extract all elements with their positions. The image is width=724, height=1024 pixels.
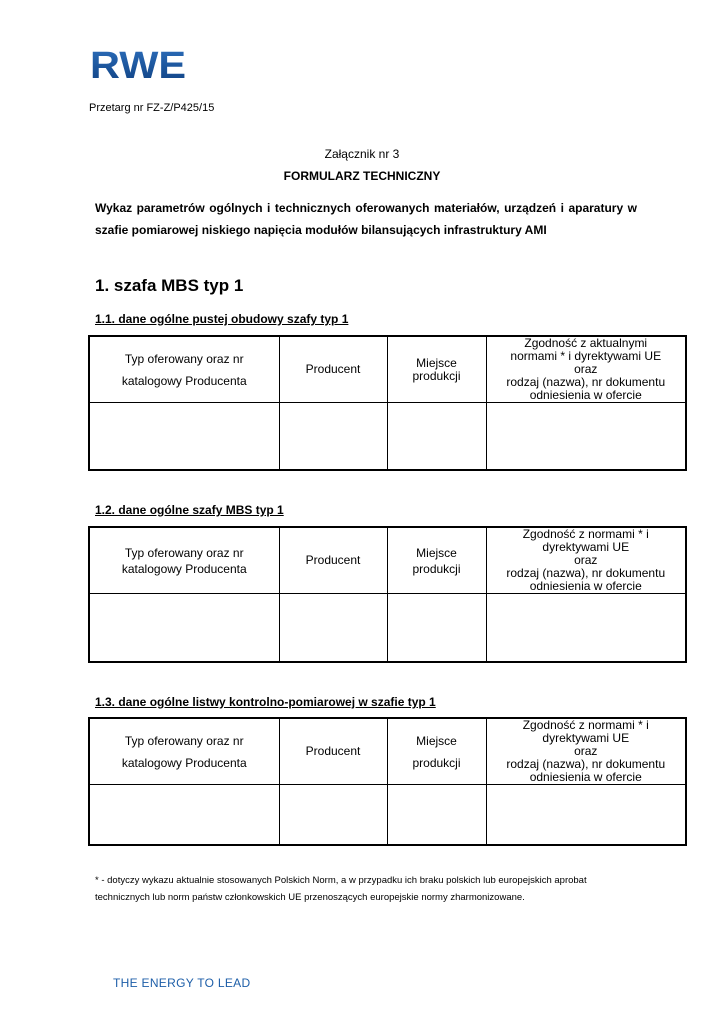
input-cell-compliance[interactable] xyxy=(486,785,686,845)
tender-number: Przetarg nr FZ-Z/P425/15 xyxy=(89,102,215,114)
table-row xyxy=(89,594,686,662)
input-cell-place[interactable] xyxy=(387,785,486,845)
header-producer: Producent xyxy=(279,527,387,594)
intro-paragraph: Wykaz parametrów ogólnych i technicznych oferowanych materiałów, urządzeń i aparatury w szafie pomiarowej niskiego napięcia modułów bilansujących infrastruktury AMI xyxy=(95,201,637,237)
footer-tagline: THE ENERGY TO LEAD xyxy=(113,976,251,990)
footnote: * - dotyczy wykazu aktualnie stosowanych Polskich Norm, a w przypadku ich braku polskich lub europejskich aprobat technicznych lub norm państw członkowskich UE przenoszących europejskie normy zharmonizowane. xyxy=(95,875,587,903)
table-header-row xyxy=(89,336,686,403)
parameters-table-2 xyxy=(88,526,687,663)
header-production-place: Miejsce produkcji xyxy=(387,718,486,785)
header-type-catalog: Typ oferowany oraz nr katalogowy Producenta xyxy=(89,718,279,785)
header-type-catalog: Typ oferowany oraz nr katalogowy Producenta xyxy=(89,527,279,594)
input-cell-producer[interactable] xyxy=(279,594,387,662)
table-row xyxy=(89,785,686,845)
parameters-table-3 xyxy=(88,717,687,846)
input-cell-place[interactable] xyxy=(387,403,486,470)
form-title: FORMULARZ TECHNICZNY xyxy=(283,169,441,183)
input-cell-producer[interactable] xyxy=(279,785,387,845)
subsection-heading-3: 1.3. dane ogólne listwy kontrolno-pomiarowej w szafie typ 1 xyxy=(95,695,436,709)
table-header-row xyxy=(89,527,686,594)
input-cell-type[interactable] xyxy=(89,594,279,662)
input-cell-compliance[interactable] xyxy=(486,594,686,662)
input-cell-type[interactable] xyxy=(89,403,279,470)
rwe-logo xyxy=(90,44,188,84)
header-compliance: Zgodność z normami * i dyrektywami UE oraz rodzaj (nazwa), nr dokumentu odniesienia w ofercie xyxy=(486,527,686,594)
table-row xyxy=(89,403,686,470)
header-production-place: Miejsce produkcji xyxy=(387,527,486,594)
section-heading: 1. szafa MBS typ 1 xyxy=(95,276,244,295)
input-cell-producer[interactable] xyxy=(279,403,387,470)
header-compliance: Zgodność z normami * i dyrektywami UE oraz rodzaj (nazwa), nr dokumentu odniesienia w ofercie xyxy=(486,718,686,785)
header-producer: Producent xyxy=(279,718,387,785)
subsection-heading-2: 1.2. dane ogólne szafy MBS typ 1 xyxy=(95,503,284,517)
annex-label: Załącznik nr 3 xyxy=(324,147,400,161)
header-type-catalog: Typ oferowany oraz nr katalogowy Producenta xyxy=(89,336,279,403)
header-compliance: Zgodność z aktualnymi normami * i dyrektywami UE oraz rodzaj (nazwa), nr dokumentu odniesienia w ofercie xyxy=(486,336,686,403)
input-cell-compliance[interactable] xyxy=(486,403,686,470)
subsection-heading-1: 1.1. dane ogólne pustej obudowy szafy typ 1 xyxy=(95,312,349,326)
header-production-place: Miejsce produkcji xyxy=(387,336,486,403)
header-producer: Producent xyxy=(279,336,387,403)
parameters-table-1 xyxy=(88,335,687,471)
logo-text: RWE xyxy=(90,45,186,84)
input-cell-type[interactable] xyxy=(89,785,279,845)
table-header-row xyxy=(89,718,686,785)
input-cell-place[interactable] xyxy=(387,594,486,662)
